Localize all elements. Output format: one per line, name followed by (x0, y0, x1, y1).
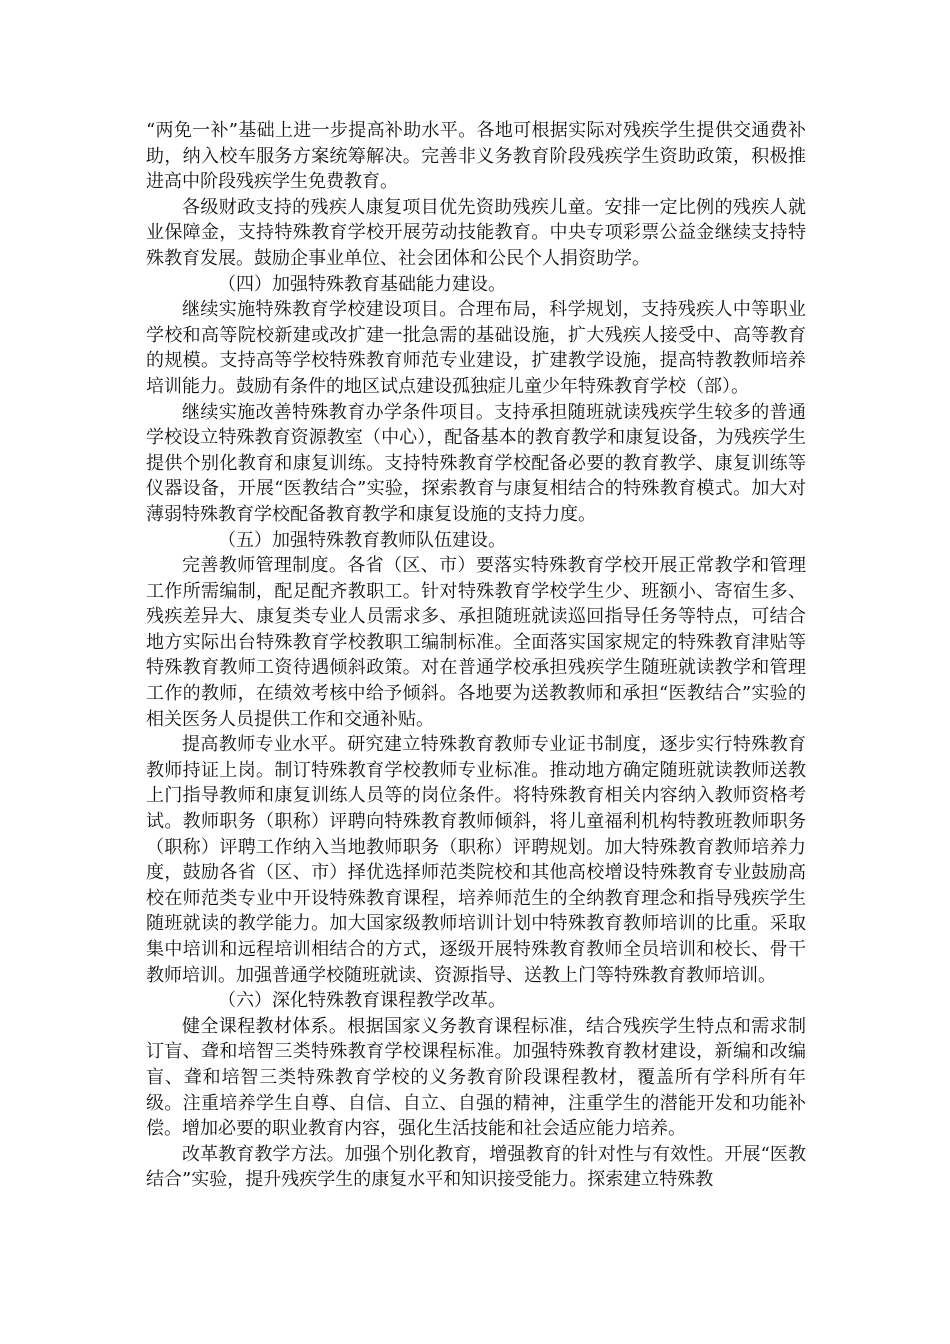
paragraph-teacher-management: 完善教师管理制度。各省（区、市）要落实特殊教育学校开展正常教学和管理工作所需编制，配足配齐教职工。针对特殊教育学校学生少、班额小、寄宿生多、残疾差异大、康复类专业人员需求多、承担随班就读巡回指导任务等特点，可结合地方实际出台特殊教育学校教职工编制标准。全面落实国家规定的特殊教育津贴等特殊教育教师工资待遇倾斜政策。对在普通学校承担残疾学生随班就读教学和管理工作的教师，在绩效考核中给予倾斜。各地要为送教教师和承担“医教结合”实验的相关医务人员提供工作和交通补贴。 (146, 555, 806, 730)
section-heading-6: （六）深化特殊教育课程教学改革。 (218, 990, 506, 1012)
paragraph-finance-support: 各级财政支持的残疾人康复项目优先资助残疾儿童。安排一定比例的残疾人就业保障金，支持特殊教育学校开展劳动技能教育。中央专项彩票公益金继续支持特殊教育发展。鼓励企事业单位、社会团体和公民个人捐资助学。 (146, 196, 806, 269)
paragraph-curriculum: 健全课程教材体系。根据国家义务教育课程标准，结合残疾学生特点和需求制订盲、聋和培智三类特殊教育学校课程标准。加强特殊教育教材建设，新编和改编盲、聋和培智三类特殊教育学校的义务教育阶段课程教材，覆盖所有学科所有年级。注重培养学生自尊、自信、自立、自强的精神，注重学生的潜能开发和功能补偿。增加必要的职业教育内容，强化生活技能和社会适应能力培养。 (146, 1015, 806, 1140)
document-page (146, 118, 806, 1193)
section-heading-4: （四）加强特殊教育基础能力建设。 (218, 273, 506, 295)
paragraph-school-construction: 继续实施特殊教育学校建设项目。合理布局，科学规划，支持残疾人中等职业学校和高等院校新建或改扩建一批急需的基础设施，扩大残疾人接受中、高等教育的规模。支持高等学校特殊教育师范专业建设，扩建教学设施，提高特教教师培养培训能力。鼓励有条件的地区试点建设孤独症儿童少年特殊教育学校（部）。 (146, 299, 806, 397)
paragraph-teaching-methods: 改革教育教学方法。加强个别化教育，增强教育的针对性与有效性。开展“医教结合”实验，提升残疾学生的康复水平和知识接受能力。探索建立特殊教 (146, 1143, 806, 1191)
section-heading-5: （五）加强特殊教育教师队伍建设。 (218, 529, 506, 551)
paragraph-teacher-professional: 提高教师专业水平。研究建立特殊教育教师专业证书制度，逐步实行特殊教育教师持证上岗。制订特殊教育学校教师专业标准。推动地方确定随班就读教师送教上门指导教师和康复训练人员等的岗位条件。将特殊教育相关内容纳入教师资格考试。教师职务（职称）评聘向特殊教育教师倾斜，将儿童福利机构特教班教师职务（职称）评聘工作纳入当地教师职务（职称）评聘规划。加大特殊教育教师培养力度，鼓励各省（区、市）择优选择师范类院校和其他高校增设特殊教育专业鼓励高校在师范类专业中开设特殊教育课程，培养师范生的全纳教育理念和指导残疾学生随班就读的教学能力。加大国家级教师培训计划中特殊教育教师培训的比重。采取集中培训和远程培训相结合的方式，逐级开展特殊教育教师全员培训和校长、骨干教师培训。加强普通学校随班就读、资源指导、送教上门等特殊教育教师培训。 (146, 734, 806, 986)
paragraph-school-conditions: 继续实施改善特殊教育办学条件项目。支持承担随班就读残疾学生较多的普通学校设立特殊教育资源教室（中心），配备基本的教育教学和康复设备，为残疾学生提供个别化教育和康复训练。支持特殊教育学校配备必要的教育教学、康复训练等仪器设备，开展“医教结合”实验，探索教育与康复相结合的特殊教育模式。加大对薄弱特殊教育学校配备教育教学和康复设施的支持力度。 (146, 401, 806, 525)
paragraph-continuation: “两免一补”基础上进一步提高补助水平。各地可根据实际对残疾学生提供交通费补助，纳入校车服务方案统筹解决。完善非义务教育阶段残疾学生资助政策，积极推进高中阶段残疾学生免费教育。 (146, 120, 806, 193)
